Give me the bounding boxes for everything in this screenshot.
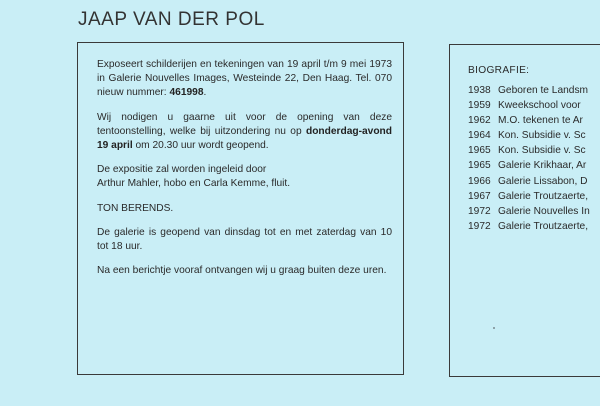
entry-year: 1965 xyxy=(468,160,491,172)
biography-entry xyxy=(468,113,590,128)
exhibition-period: . xyxy=(203,87,207,99)
biography-entry xyxy=(468,204,590,219)
opening-date: donderdag-avond 19 april xyxy=(97,125,392,152)
entry-text: Galerie Nouvelles In xyxy=(498,205,590,217)
entry-text: Kweekschool voor xyxy=(498,100,581,112)
entry-text: Galerie Troutzaerte, xyxy=(498,190,589,202)
entry-year: 1967 xyxy=(468,190,491,202)
biography-list xyxy=(468,83,590,234)
entry-text: Galerie Krikhaar, Ar xyxy=(498,160,587,172)
invitation-text xyxy=(97,58,392,288)
signature: TON BERENDS. xyxy=(97,202,174,214)
invitation-panel xyxy=(77,42,404,375)
exhibition-paragraph xyxy=(97,58,392,101)
entry-year: 1965 xyxy=(468,145,491,157)
entry-year: 1959 xyxy=(468,100,491,112)
biography-entry xyxy=(468,158,590,173)
entry-text: Kon. Subsidie v. Sc xyxy=(498,145,586,157)
entry-text: Galerie Troutzaerte, xyxy=(498,220,589,232)
biography-entry xyxy=(468,128,590,143)
phone-number: 461998 xyxy=(169,87,204,99)
entry-year: 1962 xyxy=(468,115,491,127)
opening-time: om 20.30 uur wordt geopend. xyxy=(132,140,269,152)
opening-hours-paragraph: De galerie is geopend van dinsdag tot en met zaterdag van 10 tot 18 uur. xyxy=(97,226,392,253)
biography-entry xyxy=(468,174,590,189)
entry-year: 1938 xyxy=(468,85,491,96)
biography-entry xyxy=(468,189,590,204)
introduction-line-2: Arthur Mahler, hobo en Carla Kemme, fluit. xyxy=(97,178,291,190)
biography-entry xyxy=(468,98,590,113)
entry-year: 1964 xyxy=(468,130,491,142)
biography-entry xyxy=(468,83,590,98)
exhibition-text: Exposeert schilderijen en tekeningen van 19 april t/m 9 mei 1973 in Galerie Nouvelles Images, Westeinde 22, Den Haag. Tel. 070 nieuw nummer: xyxy=(97,59,392,99)
introduction-line-1: De expositie zal worden ingeleid door xyxy=(97,164,267,176)
appointment-paragraph: Na een berichtje vooraf ontvangen wij u graag buiten deze uren. xyxy=(97,265,387,277)
entry-text: Geboren te Landsm xyxy=(498,85,589,96)
biography-entry xyxy=(468,143,590,158)
entry-year: 1966 xyxy=(468,175,491,187)
entry-text: Kon. Subsidie v. Sc xyxy=(498,130,586,142)
page-title: JAAP VAN DER POL xyxy=(78,9,265,30)
opening-text: Wij nodigen u gaarne uit voor de opening van deze tentoonstelling, welke bij uitzondering nu op xyxy=(97,111,392,137)
entry-text: M.O. tekenen te Ar xyxy=(498,115,583,127)
entry-year: 1972 xyxy=(468,205,491,217)
biography-panel xyxy=(449,44,600,377)
introduction-paragraph xyxy=(97,163,392,191)
opening-paragraph xyxy=(97,111,392,154)
paper-speck xyxy=(493,327,495,329)
entry-year: 1972 xyxy=(468,220,491,232)
biography-heading: BIOGRAFIE: xyxy=(468,65,530,76)
entry-text: Galerie Lissabon, D xyxy=(498,175,588,187)
biography-entry xyxy=(468,219,590,234)
